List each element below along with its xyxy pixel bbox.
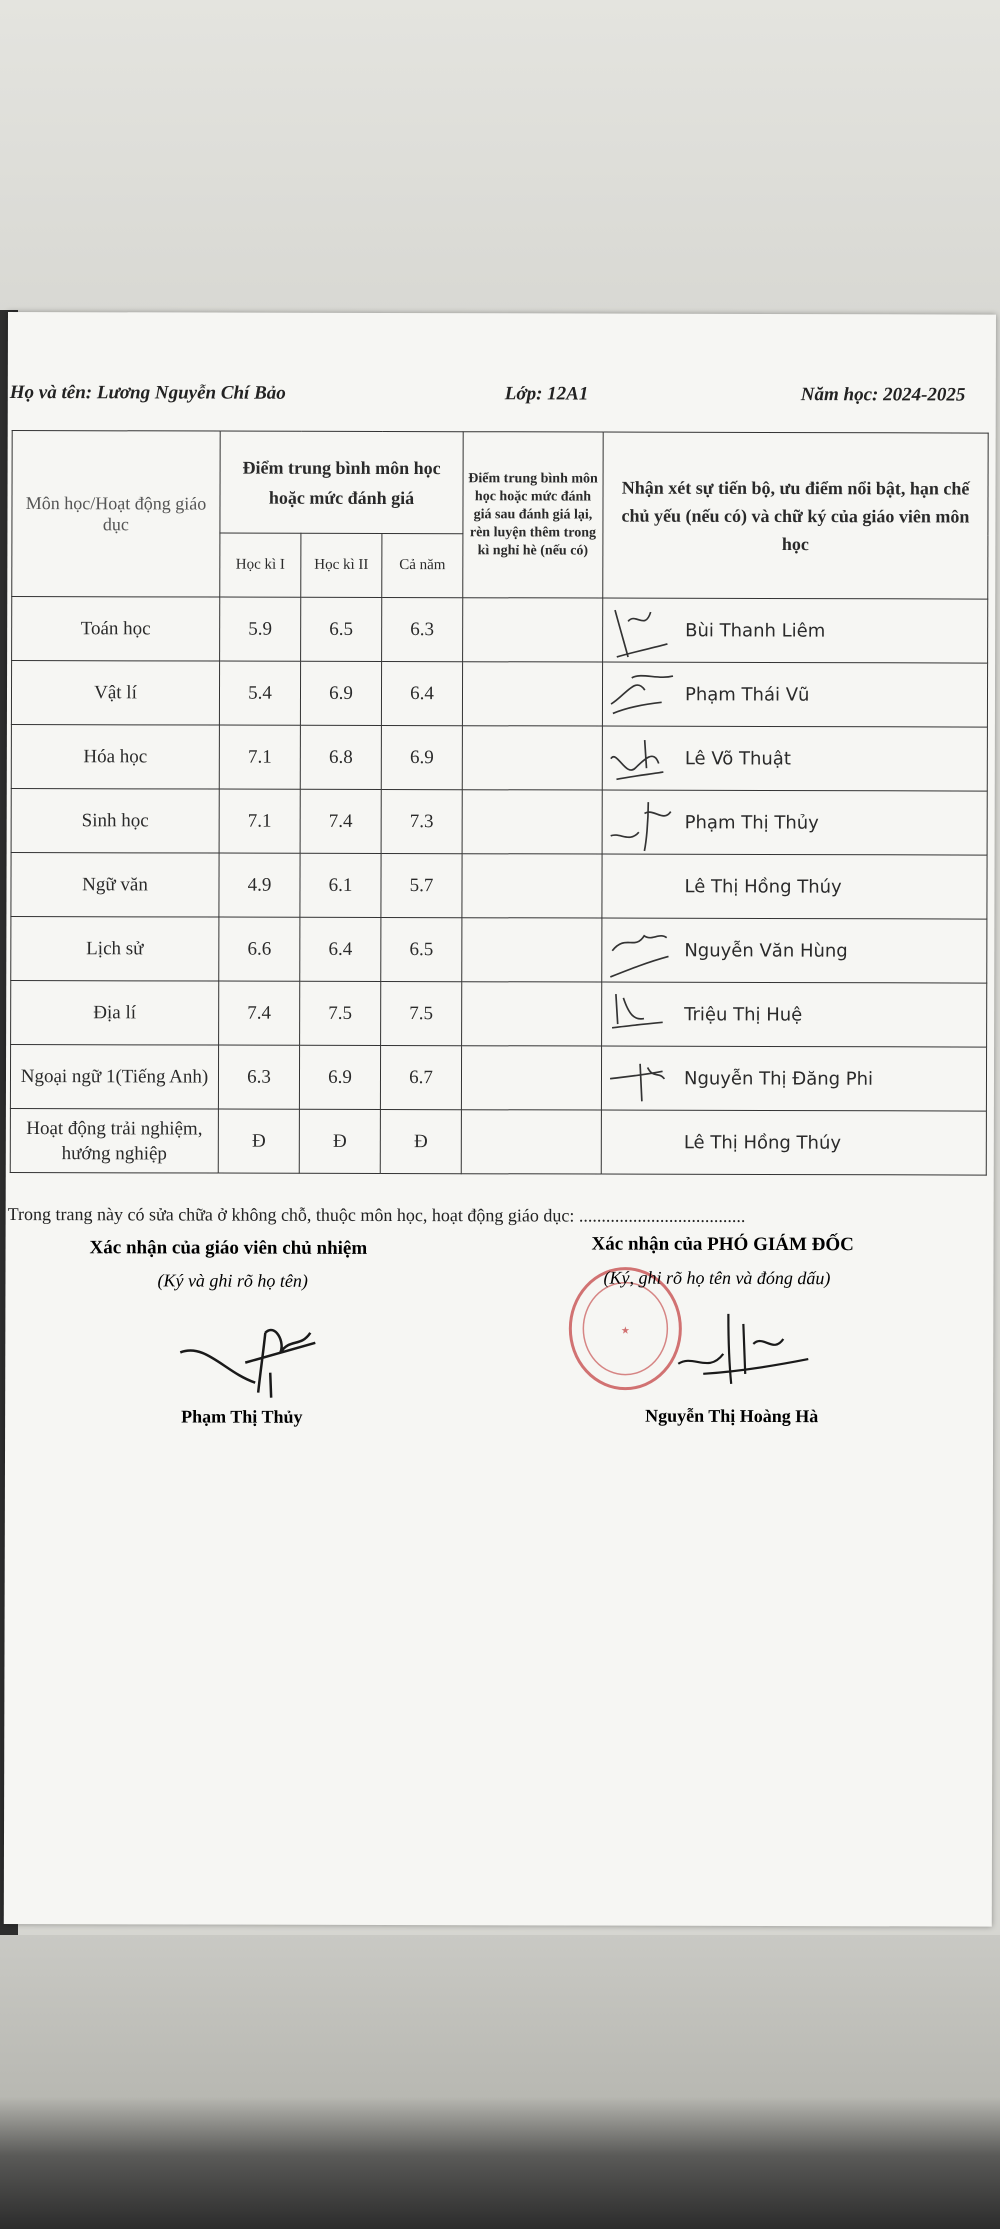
teacher-comment-cell <box>602 854 987 919</box>
teacher-comment-cell <box>601 1110 986 1175</box>
retest-score <box>462 982 602 1046</box>
deputy-director-signature <box>673 1304 813 1394</box>
teacher-signature <box>605 731 679 791</box>
teacher-name: Triệu Thị Huệ <box>684 1003 803 1026</box>
semester-1-score: 7.4 <box>219 981 300 1045</box>
teacher-signature <box>604 1051 678 1111</box>
semester-2-score: 6.5 <box>301 597 382 661</box>
semester-2-score: 6.9 <box>299 1045 380 1109</box>
teacher-comment-cell <box>602 918 987 983</box>
full-year-score: 7.5 <box>381 981 462 1045</box>
homeroom-confirm-instruction: (Ký và ghi rõ họ tên) <box>157 1270 308 1291</box>
correction-note: Trong trang này có sửa chữa ở không chỗ, thuộc môn học, hoạt động giáo dục: ..................................... <box>7 1204 746 1226</box>
subject-cell: Hóa học <box>11 725 219 790</box>
table-row <box>10 1109 986 1176</box>
student-class: Lớp: 12A1 <box>504 383 589 405</box>
semester-1-score: 5.4 <box>219 661 300 725</box>
teacher-name: Lê Thị Hồng Thúy <box>683 1131 842 1154</box>
semester-2-score: 7.5 <box>300 981 381 1045</box>
header-semester-2: Học kì II <box>301 533 382 597</box>
subject-cell: Ngữ văn <box>11 853 219 918</box>
subject-cell: Sinh học <box>11 789 219 854</box>
teacher-signature <box>605 795 679 855</box>
background-bottom <box>0 1935 1000 2229</box>
deputy-director-confirm-title: Xác nhận của PHÓ GIÁM ĐỐC <box>591 1233 854 1256</box>
full-year-score: Đ <box>380 1109 461 1173</box>
semester-1-score: 5.9 <box>220 597 301 661</box>
semester-2-score: 6.8 <box>300 725 381 789</box>
deputy-director-name: Nguyễn Thị Hoàng Hà <box>645 1405 819 1427</box>
teacher-comment-cell <box>602 790 987 855</box>
teacher-comment-cell <box>602 662 987 727</box>
teacher-comment-cell <box>601 1046 986 1111</box>
header-full-year: Cả năm <box>382 533 463 597</box>
teacher-signature <box>604 923 678 983</box>
background-top <box>0 0 1000 320</box>
homeroom-teacher-name: Phạm Thị Thủy <box>181 1406 303 1427</box>
retest-score <box>461 1046 601 1110</box>
homeroom-signature <box>175 1302 325 1402</box>
full-year-score: 6.9 <box>381 725 462 789</box>
deputy-director-confirm-instruction: (Ký, ghi rõ họ tên và đóng dấu) <box>603 1267 831 1289</box>
table-row <box>11 661 987 728</box>
subject-cell: Lịch sử <box>11 917 219 982</box>
full-year-score: 6.3 <box>382 597 463 661</box>
student-name: Họ và tên: Lương Nguyễn Chí Bảo <box>9 382 286 404</box>
teacher-name: Nguyễn Thị Đăng Phi <box>683 1067 874 1090</box>
table-row <box>11 853 987 920</box>
table-row <box>12 597 988 664</box>
full-year-score: 7.3 <box>381 789 462 853</box>
teacher-name: Phạm Thị Thủy <box>684 811 819 834</box>
subject-cell: Toán học <box>12 597 220 662</box>
table-row <box>11 725 987 792</box>
retest-score <box>461 1110 601 1174</box>
full-year-score: 6.4 <box>381 661 462 725</box>
semester-1-score: 6.6 <box>219 917 300 981</box>
table-row <box>11 789 987 856</box>
retest-score <box>462 854 602 918</box>
header-semester-1: Học kì I <box>220 533 301 597</box>
semester-1-score: 6.3 <box>218 1045 299 1109</box>
header-retest-score: Điểm trung bình môn học hoặc mức đánh giá sau đánh giá lại, rèn luyện thêm trong kì nghỉ hè (nếu có) <box>463 432 603 598</box>
retest-score <box>462 790 602 854</box>
teacher-name: Lê Thị Hồng Thúy <box>684 875 842 898</box>
semester-2-score: 6.9 <box>300 661 381 725</box>
full-year-score: 6.7 <box>380 1045 461 1109</box>
semester-2-score: Đ <box>299 1109 380 1173</box>
teacher-name: Bùi Thanh Liêm <box>685 619 826 642</box>
teacher-name: Nguyễn Văn Hùng <box>684 939 848 962</box>
teacher-name: Lê Võ Thuật <box>684 747 791 770</box>
report-card-page <box>4 312 996 1927</box>
semester-2-score: 6.4 <box>300 917 381 981</box>
full-year-score: 6.5 <box>381 917 462 981</box>
semester-1-score: 7.1 <box>219 725 300 789</box>
table-row <box>11 981 987 1048</box>
subject-cell: Vật lí <box>11 661 219 726</box>
teacher-signature <box>604 987 678 1047</box>
teacher-name: Phạm Thái Vũ <box>684 683 810 706</box>
svg-text:★: ★ <box>620 1325 630 1337</box>
teacher-comment-cell <box>603 598 988 663</box>
teacher-comment-cell <box>602 982 987 1047</box>
teacher-signature <box>605 603 679 663</box>
semester-1-score: 7.1 <box>219 789 300 853</box>
school-year: Năm học: 2024-2025 <box>800 384 966 406</box>
subject-cell: Địa lí <box>11 981 219 1046</box>
teacher-signature <box>605 667 679 727</box>
retest-score <box>463 598 603 662</box>
table-row <box>10 1045 986 1112</box>
semester-2-score: 7.4 <box>300 789 381 853</box>
semester-1-score: Đ <box>218 1109 299 1173</box>
full-year-score: 5.7 <box>381 853 462 917</box>
retest-score <box>462 918 602 982</box>
semester-2-score: 6.1 <box>300 853 381 917</box>
header-teacher-comment: Nhận xét sự tiến bộ, ưu điểm nổi bật, hạn chế chủ yếu (nếu có) và chữ ký của giáo viên môn học <box>603 432 988 599</box>
retest-score <box>462 662 602 726</box>
subject-cell: Hoạt động trải nghiệm, hướng nghiệp <box>10 1109 218 1174</box>
grades-table <box>10 430 989 1176</box>
header-average-score: Điểm trung bình môn học hoặc mức đánh giá <box>220 431 463 534</box>
header-subject: Môn học/Hoạt động giáo dục <box>12 431 220 598</box>
retest-score <box>462 726 602 790</box>
subject-cell: Ngoại ngữ 1(Tiếng Anh) <box>10 1045 218 1110</box>
table-header-row <box>12 431 988 536</box>
homeroom-confirm-title: Xác nhận của giáo viên chủ nhiệm <box>89 1237 368 1259</box>
semester-1-score: 4.9 <box>219 853 300 917</box>
teacher-comment-cell <box>602 726 987 791</box>
table-row <box>11 917 987 984</box>
